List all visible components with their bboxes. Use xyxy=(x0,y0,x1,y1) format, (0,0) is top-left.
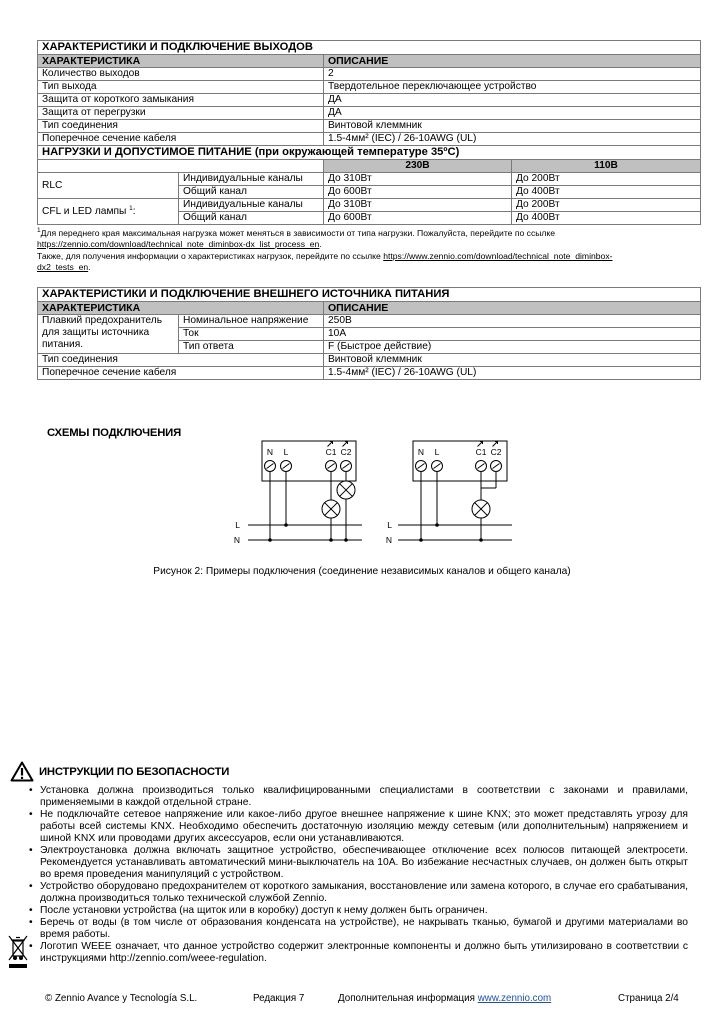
table-row: Общий канал До 600Вт До 400Вт xyxy=(38,186,701,199)
list-item: • Беречь от воды (в том числе от образования конденсата на устройстве), не накрывать тканью, бумагой и другими материалами во время работы. xyxy=(28,917,688,941)
zennio-website-link[interactable]: www.zennio.com xyxy=(477,993,552,1004)
footer-edition: Редакция 7 xyxy=(253,993,305,1004)
figure-caption: Рисунок 2: Примеры подключения (соединение независимых каналов и общего канала) xyxy=(153,566,571,577)
table-row: Плавкий предохранитель для защиты источника питания. Номинальное напряжение 250В xyxy=(38,315,701,328)
table-row: Тип соединения Винтовой клеммник xyxy=(38,120,701,133)
col-characteristic: ХАРАКТЕРИСТИКА xyxy=(38,55,324,68)
table-row: Тип ответа F (Быстрое действие) xyxy=(38,341,701,354)
footer-page: Страница 2/4 xyxy=(618,993,679,1004)
line-n-label: N xyxy=(233,535,240,545)
terminal-l-label: L xyxy=(283,447,289,457)
footnote-2: Также, для получения информации о характеристиках нагрузок, перейдите по ссылке https://www.zennio.com/download/technical_note_diminbox- dx2_tests_en. xyxy=(37,251,613,272)
list-item: • После установки устройства (на щиток или в коробку) доступ к нему должен быть ограничен. xyxy=(28,905,688,917)
lamp-icon xyxy=(472,500,490,518)
col-description: ОПИСАНИЕ xyxy=(324,55,701,68)
warning-icon xyxy=(10,761,34,782)
line-l-label: L xyxy=(387,520,392,530)
table-row: Тип соединения Винтовой клеммник xyxy=(38,354,701,367)
table-row: CFL и LED лампы $^1$: Индивидуальные каналы До 310Вт До 200Вт xyxy=(38,199,701,212)
loads-title: НАГРУЗКИ И ДОПУСТИМОЕ ПИТАНИЕ (при окружающей температуре 35ºC) xyxy=(38,146,701,160)
table-row: Тип выхода Твердотельное переключающее устройство xyxy=(38,81,701,94)
outputs-table xyxy=(37,40,701,225)
col-description: ОПИСАНИЕ xyxy=(324,302,701,315)
diagram-independent-channels xyxy=(234,441,362,545)
table-row: Поперечное сечение кабеля 1.5-4мм² (IEC) / 26-10AWG (UL) xyxy=(38,367,701,380)
list-item: • Логотип WEEE означает, что данное устройство содержит электронные компоненты и должно быть утилизировано в соответствии с инструкциями http://zennio.com/weee-regulation. xyxy=(28,941,688,965)
terminal-n-label: N xyxy=(417,447,425,457)
lamp-icon xyxy=(322,500,340,518)
line-l-label: L xyxy=(235,520,240,530)
power-title: ХАРАКТЕРИСТИКИ И ПОДКЛЮЧЕНИЕ ВНЕШНЕГО ИСТОЧНИКА ПИТАНИЯ xyxy=(38,288,701,302)
line-n-label: N xyxy=(385,535,392,545)
terminal-c1-label: C1 xyxy=(325,447,337,457)
table-row: RLC Индивидуальные каналы До 310Вт До 200Вт xyxy=(38,173,701,186)
footnote-1: $^1$Для переднего края максимальная нагрузка может меняться в зависимости от типа нагрузки. Пожалуйста, перейдите по ссылке https://zennio.com/download/technical_note_diminbox-dx_list_process_en. xyxy=(37,227,556,249)
diagram-common-channel xyxy=(386,441,512,545)
col-110v: 110В xyxy=(512,160,701,173)
table-row: Защита от короткого замыкания ДА xyxy=(38,94,701,107)
outputs-title: ХАРАКТЕРИСТИКИ И ПОДКЛЮЧЕНИЕ ВЫХОДОВ xyxy=(38,41,701,55)
table-row: Ток 10А xyxy=(38,328,701,341)
footer-copyright: © Zennio Avance y Tecnología S.L. xyxy=(45,993,198,1004)
footer-more-info: Дополнительная информация www.zennio.com xyxy=(338,993,552,1004)
table-row: Количество выходов 2 xyxy=(38,68,701,81)
terminal-n-label: N xyxy=(266,447,274,457)
load-type-cfl-led: CFL и LED лампы $^1$: xyxy=(38,199,179,225)
col-230v: 230В xyxy=(324,160,512,173)
table-row: Поперечное сечение кабеля 1.5-4мм² (IEC) / 26-10AWG (UL) xyxy=(38,133,701,146)
lamp-icon xyxy=(337,481,355,499)
list-item: • Устройство оборудовано предохранителем от короткого замыкания, восстановление или замена которого, в случае его срабатывания, должна производиться только технической службой Zennio. xyxy=(28,881,688,905)
fuse-label: Плавкий предохранитель для защиты источника питания. xyxy=(38,315,179,354)
col-characteristic: ХАРАКТЕРИСТИКА xyxy=(38,302,324,315)
load-type-rlc: RLC xyxy=(38,173,179,199)
connection-diagrams xyxy=(0,430,724,555)
table-row: Общий канал До 600Вт До 400Вт xyxy=(38,212,701,225)
terminal-l-label: L xyxy=(434,447,440,457)
tests-link[interactable]: https://www.zennio.com/download/technical_note_diminbox- xyxy=(383,251,613,261)
list-item: • Электроустановка должна включать защитное устройство, обеспечивающее отключение всех полюсов питающей электросети. Рекомендуется устанавливать автоматический мини-выключатель на 10А. Во избежание несчастных случаев, он должен быть открыт во время проведения манипуляций с устройством. xyxy=(28,845,688,881)
diagrams-title: СХЕМЫ ПОДКЛЮЧЕНИЯ xyxy=(47,427,182,439)
terminal-c2-label: C2 xyxy=(490,447,502,457)
safety-list xyxy=(28,785,688,965)
power-table xyxy=(37,287,701,380)
table-row: Защита от перегрузки ДА xyxy=(38,107,701,120)
technical-note-link[interactable]: https://zennio.com/download/technical_note_diminbox-dx_list_process_en xyxy=(37,239,320,249)
tests-link-continued[interactable]: dx2_tests_en xyxy=(37,262,89,272)
terminal-c2-label: C2 xyxy=(340,447,352,457)
safety-title: ИНСТРУКЦИИ ПО БЕЗОПАСНОСТИ xyxy=(39,766,230,778)
list-item: • Установка должна производиться только квалифицированными специалистами в соответствии с законами и правилами, применяемыми в каждой отдельной стране. xyxy=(28,785,688,809)
terminal-c1-label: C1 xyxy=(475,447,487,457)
weee-bin-icon xyxy=(7,934,29,972)
list-item: • Не подключайте сетевое напряжение или какое-либо другое внешнее напряжение к шине KNX; это может представлять угрозу для работы всей системы KNX. Необходимо обеспечить достаточную изоляцию между сетевым (или дополнительным) напряжением и шиной KNX или проводами других аксессуаров, если они устанавливаются. xyxy=(28,809,688,845)
